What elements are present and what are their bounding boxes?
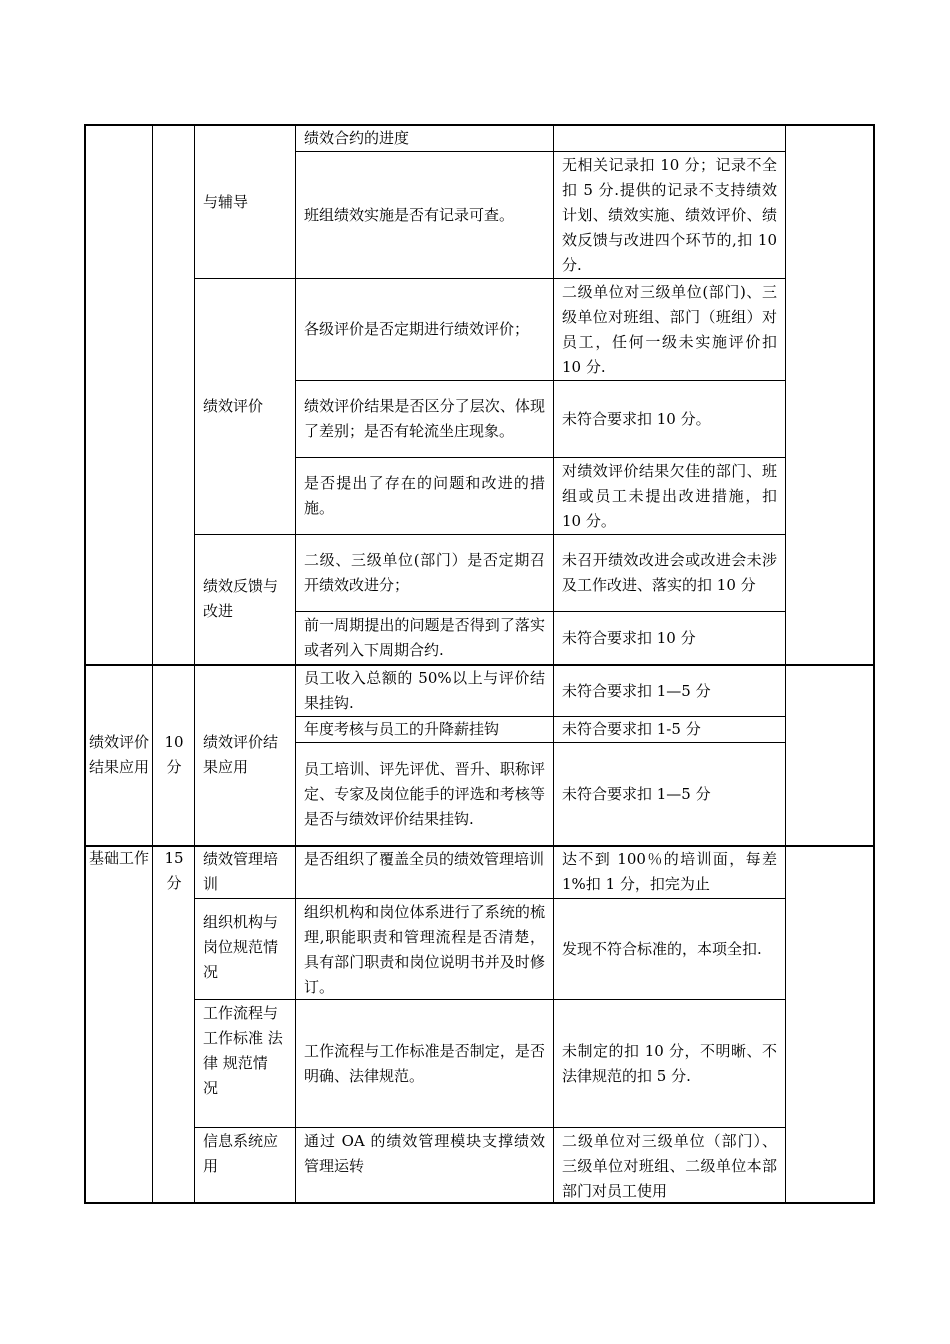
criteria-cell: 通过 OA 的绩效管理模块支撑绩效管理运转 bbox=[304, 1132, 545, 1175]
deduction-cell: 未符合要求扣 1—5 分 bbox=[562, 784, 711, 803]
criteria-cell: 绩效合约的进度 bbox=[304, 129, 410, 147]
row-divider bbox=[194, 1127, 785, 1128]
row-divider bbox=[295, 611, 785, 612]
row-divider bbox=[194, 278, 785, 279]
criteria-cell: 是否组织了覆盖全员的绩效管理培训 bbox=[304, 850, 545, 868]
section-divider bbox=[84, 845, 875, 847]
criteria-cell: 员工培训、评先评优、晋升、职称评定、专家及岗位能手的评选和考核等是否与绩效评价结果挂钩. bbox=[304, 759, 545, 828]
deduction-cell: 未符合要求扣 10 分。 bbox=[562, 409, 711, 428]
criteria-cell: 各级评价是否定期进行绩效评价； bbox=[304, 320, 530, 338]
deduction-cell: 二级单位对三级单位(部门)、三级单位对班组、部门（班组）对员工，任何一级未实施评价扣 10 分. bbox=[562, 282, 777, 376]
section-divider bbox=[84, 664, 875, 666]
table-border-bottom bbox=[84, 1202, 875, 1204]
criteria-cell: 二级、三级单位(部门）是否定期召开绩效改进分； bbox=[304, 551, 545, 594]
indicator-cell: 基础工作 bbox=[88, 849, 149, 867]
criteria-cell: 绩效评价结果是否区分了层次、体现了差别；是否有轮流坐庄现象。 bbox=[304, 397, 545, 440]
criteria-cell: 前一周期提出的问题是否得到了落实或者列入下周期合约. bbox=[304, 616, 545, 659]
row-divider bbox=[194, 534, 785, 535]
criteria-cell: 员工收入总额的 50%以上与评价结果挂钩. bbox=[304, 669, 545, 712]
weight-cell: 15 分 bbox=[164, 849, 184, 892]
row-divider bbox=[295, 742, 785, 743]
row-divider bbox=[295, 457, 785, 458]
row-divider bbox=[295, 716, 785, 717]
item-cell: 绩效反馈与改进 bbox=[203, 577, 279, 620]
deduction-cell: 无相关记录扣 10 分；记录不全扣 5 分.提供的记录不支持绩效计划、绩效实施、绩效评价、绩效反馈与改进四个环节的,扣 10 分. bbox=[562, 155, 777, 274]
row-divider bbox=[295, 380, 785, 381]
row-divider bbox=[295, 151, 785, 152]
deduction-cell: 达不到 100％的培训面，每差 1%扣 1 分，扣完为止 bbox=[562, 850, 777, 893]
criteria-cell: 是否提出了存在的问题和改进的措施。 bbox=[304, 474, 545, 517]
row-divider bbox=[194, 999, 785, 1000]
deduction-cell: 发现不符合标准的，本项全扣. bbox=[562, 939, 762, 958]
criteria-cell: 班组绩效实施是否有记录可查。 bbox=[304, 205, 515, 224]
indicator-cell: 绩效评价结果应用 bbox=[88, 733, 149, 776]
item-cell: 与辅导 bbox=[203, 192, 249, 211]
item-cell: 组织机构与岗位规范情况 bbox=[203, 913, 279, 981]
item-cell: 绩效管理培训 bbox=[203, 850, 279, 893]
table-border-top bbox=[84, 124, 875, 126]
criteria-cell: 年度考核与员工的升降薪挂钩 bbox=[304, 720, 500, 738]
deduction-cell: 未召开绩效改进会或改进会未涉及工作改进、落实的扣 10 分 bbox=[562, 551, 777, 594]
item-cell: 绩效评价 bbox=[203, 396, 264, 415]
item-cell: 信息系统应用 bbox=[203, 1132, 279, 1175]
weight-cell: 10 分 bbox=[164, 733, 184, 776]
deduction-cell: 未制定的扣 10 分，不明晰、不法律规范的扣 5 分. bbox=[562, 1041, 777, 1085]
deduction-cell: 未符合要求扣 1—5 分 bbox=[562, 681, 711, 700]
deduction-cell: 未符合要求扣 1-5 分 bbox=[562, 720, 701, 738]
row-divider bbox=[194, 898, 785, 899]
deduction-cell bbox=[554, 126, 785, 151]
deduction-cell: 对绩效评价结果欠佳的部门、班组或员工未提出改进措施，扣 10 分。 bbox=[562, 461, 777, 530]
deduction-cell: 二级单位对三级单位（部门）、三级单位对班组、二级单位本部部门对员工使用 bbox=[562, 1132, 777, 1200]
criteria-cell: 工作流程与工作标准是否制定，是否明确、法律规范。 bbox=[304, 1041, 545, 1085]
item-cell: 工作流程与工作标准 法 律 规范情 况 bbox=[203, 1004, 283, 1097]
criteria-cell: 组织机构和岗位体系进行了系统的梳理,职能职责和管理流程是否清楚，具有部门职责和岗位说明书并及时修订。 bbox=[304, 903, 545, 996]
item-cell: 绩效评价结果应用 bbox=[203, 733, 279, 776]
deduction-cell: 未符合要求扣 10 分 bbox=[562, 628, 696, 647]
